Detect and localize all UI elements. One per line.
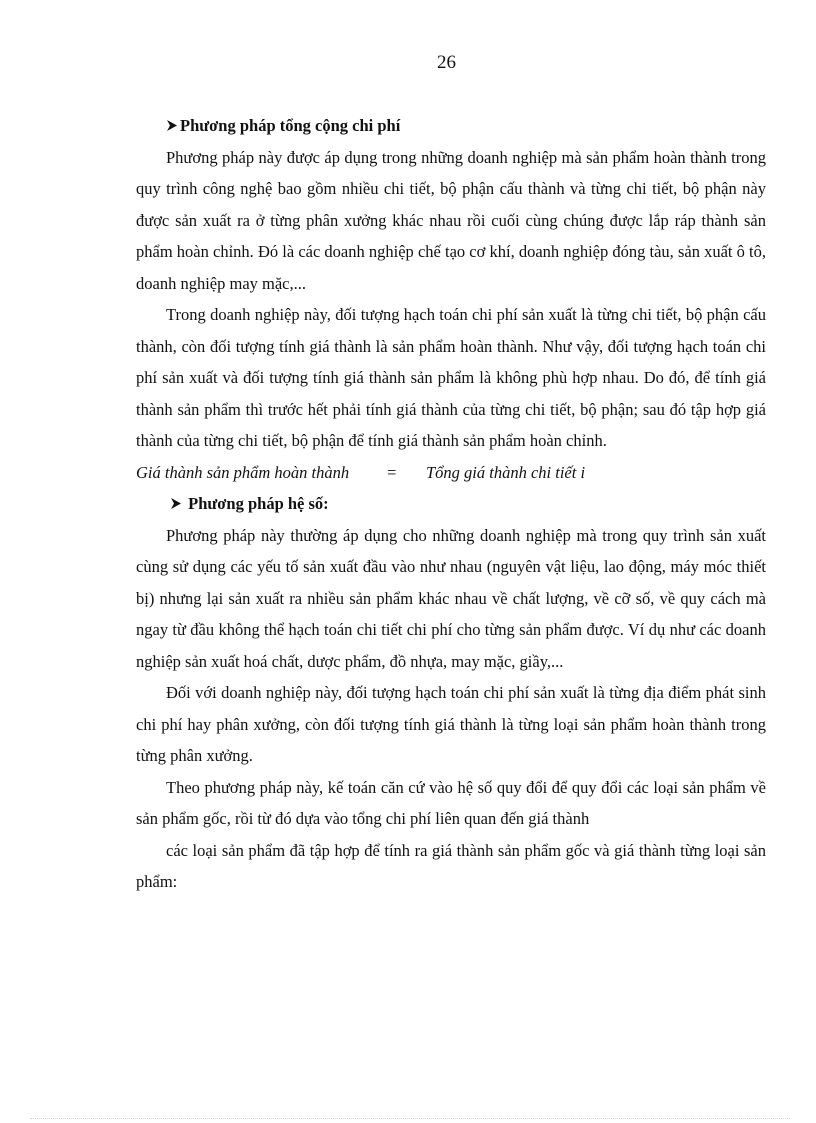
paragraph-coefficient-intro: Phương pháp này thường áp dụng cho những doanh nghiệp mà trong quy trình sản xuất cùng sử dụng các yếu tố sản xuất đầu vào như nhau (nguyên vật liệu, lao động, máy móc thiết bị) nhưng lại sản xuất ra nhiều sản phẩm khác nhau về chất lượng, về cỡ số, về quy cách mà ngay từ đầu không thể hạch toán chi tiết chi phí cho từng sản phẩm được. Ví dụ như các doanh nghiệp sản xuất hoá chất, dược phẩm, đồ nhựa, may mặc, giầy,...: [136, 525, 766, 671]
paragraph-coefficient-objects: Đối với doanh nghiệp này, đối tượng hạch toán chi phí sản xuất là từng địa điểm phát sinh chi phí hay phân xưởng, còn đối tượng tính giá thành là từng loại sản phẩm hoàn thành trong từng phân xưởng.: [136, 683, 766, 765]
section-heading-text: Phương pháp hệ số:: [188, 494, 329, 513]
formula-lhs: Giá thành sản phẩm hoàn thành: [136, 462, 350, 482]
arrow-bullet-icon: [166, 110, 178, 142]
formula-rhs: Tổng giá thành chi tiết i: [426, 462, 586, 482]
paragraph-total-cost-detail: Trong doanh nghiệp này, đối tượng hạch toán chi phí sản xuất là từng chi tiết, bộ phận cấu thành, còn đối tượng tính giá thành là sản phẩm hoàn thành. Như vậy, đối tượng hạch toán chi phí sản xuất và đối tượng tính giá thành sản phẩm là không phù hợp nhau. Do đó, để tính giá thành sản phẩm thì trước hết phải tính giá thành của từng chi tiết, bộ phận; sau đó tập hợp giá thành của từng chi tiết, bộ phận để tính giá thành sản phẩm hoàn chỉnh.: [136, 305, 766, 450]
page-footer-rule: [30, 1118, 790, 1119]
paragraph-total-cost-intro: Phương pháp này được áp dụng trong những doanh nghiệp mà sản phẩm hoàn thành trong quy trình công nghệ bao gồm nhiều chi tiết, bộ phận cấu thành và từng chi tiết, bộ phận này được sản xuất ra ở từng phân xưởng khác nhau rồi cuối cùng chúng được lắp ráp thành sản phẩm hoàn chỉnh. Đó là các doanh nghiệp chế tạo cơ khí, doanh nghiệp đóng tàu, sản xuất ô tô, doanh nghiệp may mặc,...: [136, 147, 766, 293]
page-number: 26: [437, 52, 456, 73]
paragraph-coefficient-method-cont: các loại sản phẩm đã tập hợp để tính ra giá thành sản phẩm gốc và giá thành từng loại sản phẩm:: [136, 840, 766, 891]
formula-total-cost: [136, 457, 766, 489]
section-heading-total-cost: [136, 110, 766, 142]
section-heading-coefficient: [136, 488, 766, 520]
formula-equals: =: [386, 462, 398, 482]
section-heading-text: Phương pháp tổng cộng chi phí: [180, 116, 401, 135]
document-body: [136, 110, 766, 898]
arrow-bullet-icon: [170, 488, 182, 520]
paragraph-coefficient-method: Theo phương pháp này, kế toán căn cứ vào hệ số quy đổi để quy đổi các loại sản phẩm về sản phẩm gốc, rồi từ đó dựa vào tổng chi phí liên quan đến giá thành: [136, 777, 766, 828]
